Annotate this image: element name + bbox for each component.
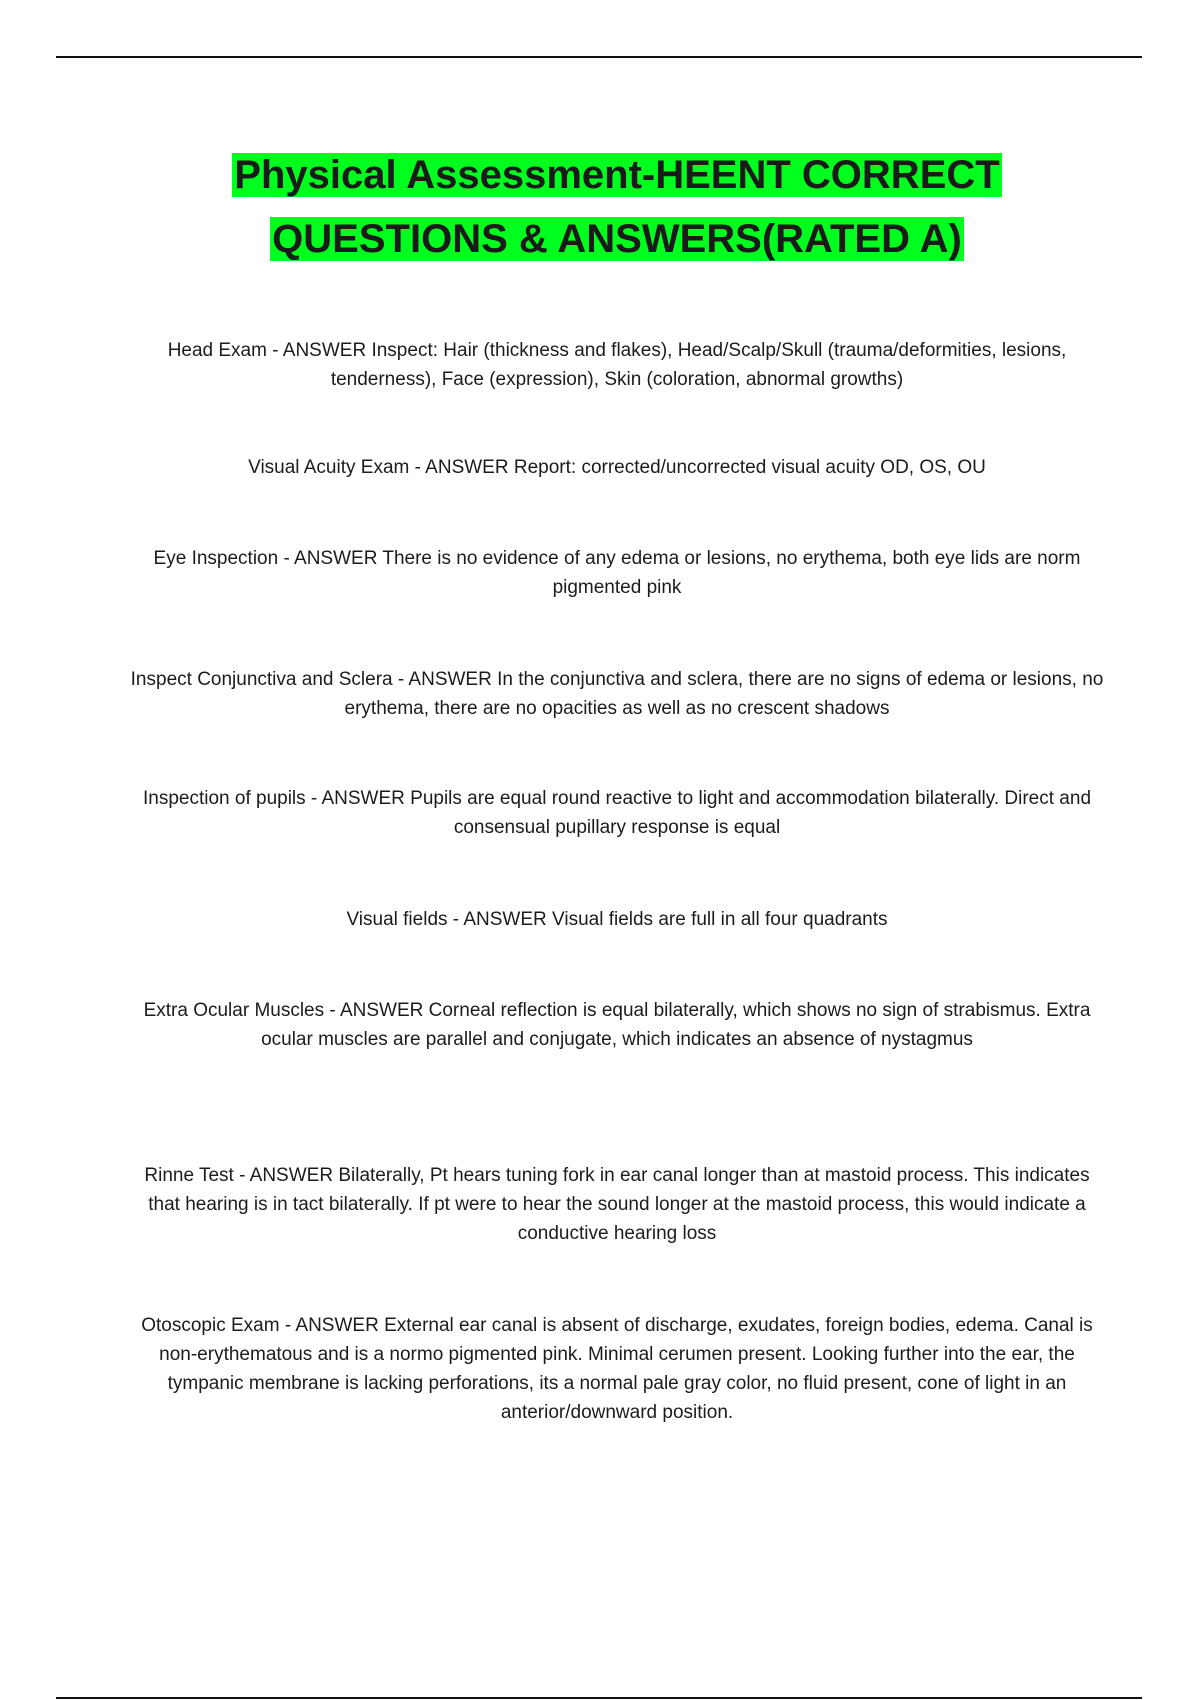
document-title [0, 143, 1200, 271]
qa-pupils: Inspection of pupils - ANSWER Pupils are equal round reactive to light and accommodation bilaterally. Direct and consensual pupillary response is equal [142, 788, 1092, 838]
bottom-rule [56, 1697, 1142, 1699]
qa-rinne-test: Rinne Test - ANSWER Bilaterally, Pt hears tuning fork in ear canal longer than at mastoid process. This indicates that hearing is in tact bilaterally. If pt were to hear the sound longer at the mastoid process, this would indicate a conductive hearing loss [144, 1165, 1090, 1244]
qa-visual-fields: Visual fields - ANSWER Visual fields are full in all four quadrants [346, 909, 888, 930]
title-line-1: Physical Assessment-HEENT CORRECT [234, 153, 1000, 197]
top-rule [56, 56, 1142, 58]
qa-eye-inspection: Eye Inspection - ANSWER There is no evidence of any edema or lesions, no erythema, both eye lids are norm pigmented pink [153, 548, 1081, 598]
qa-extra-ocular-muscles: Extra Ocular Muscles - ANSWER Corneal reflection is equal bilaterally, which shows no sign of strabismus. Extra ocular muscles are parallel and conjugate, which indicates an absence of nystagmus [143, 1000, 1091, 1050]
qa-visual-acuity: Visual Acuity Exam - ANSWER Report: corrected/uncorrected visual acuity OD, OS, OU [248, 457, 986, 478]
qa-conjunctiva-sclera: Inspect Conjunctiva and Sclera - ANSWER In the conjunctiva and sclera, there are no signs of edema or lesions, no erythema, there are no opacities as well as no crescent shadows [130, 669, 1104, 719]
title-line-2: QUESTIONS & ANSWERS(RATED A) [272, 217, 962, 261]
qa-otoscopic-exam: Otoscopic Exam - ANSWER External ear canal is absent of discharge, exudates, foreign bodies, edema. Canal is non-erythematous and is a normo pigmented pink. Minimal cerumen present. Looking further into the ear, the tympanic membrane is lacking perforations, its a normal pale gray color, no fluid present, cone of light in an anterior/downward position. [141, 1315, 1093, 1423]
qa-head-exam: Head Exam - ANSWER Inspect: Hair (thickness and flakes), Head/Scalp/Skull (trauma/deformities, lesions, tenderness), Face (expression), Skin (coloration, abnormal growths) [167, 340, 1067, 390]
